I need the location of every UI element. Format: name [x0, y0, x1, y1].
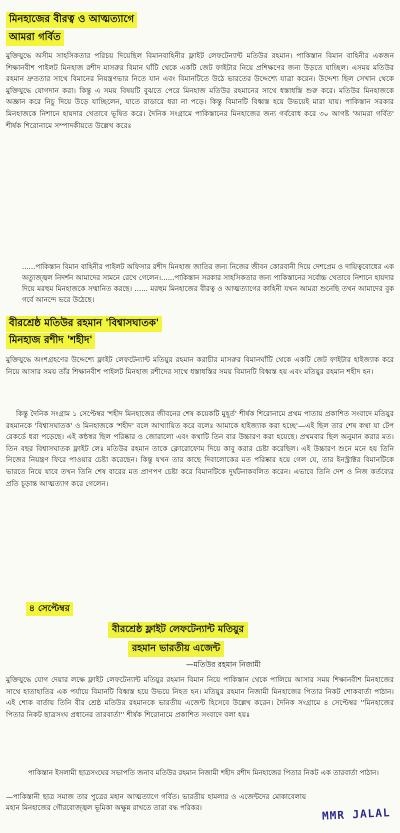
- section1-heading-line2: আমরা গর্বিত: [6, 30, 64, 46]
- author-signature: MMR JALAL: [321, 806, 391, 823]
- section1-heading-line1: মিনহাজের বীরত্ব ও আত্মত্যাগে: [6, 12, 137, 28]
- section2-paragraph2: কিন্তু দৈনিক সংগ্রাম ১ সেপ্টেম্বর 'শহীদ মিনহাজের জীবনের শেষ কয়েকটি মুহূর্ত' শীর্ষক শিরোনামে প্রথম পাতায় প্রকাশিত সংবাদে মতিয়ুর রহমানকে 'বিশ্বাসঘাতক' ও মিনহাজকে 'শহীদ' বলে আখ্যায়িত করে বলেঃ আমাকে হাইজ্যাক করা হচ্ছে'—এই ছিল তার শেষ কথা যা টেপ রেকর্ডে ধরা পড়েছে। এই কন্ঠস্বর ছিল পরিষ্কার ও জোরালো এবং কথাটি তিন বার উচ্চারণ করা হয়েছে। প্রথমবার ছিল অনুমান করার মত। তিন বছর বিশ্বাসঘাতক ফ্লাইট লেঃ মতিউর রহমান তাকে ক্লোরোফোম দিয়ে কাবু করার চেষ্টা করেছিল। এই উচ্চারণ শুনে মনে হয় তিনি নিজের নিয়ন্ত্রণ ফিরে পাওয়ার চেষ্টা করেছেন। কিন্তু যখন তার কাছে দিবালোকের মত পরিষ্কার হয়ে গেল যে, তার ইনস্ট্রাক্টর বিমানটিকে ভারতে নিয়ে যাবে তখন তিনি শেষ বারের মত প্রাণপণ চেষ্টা করে বিমানটিকে দুর্ঘটনাকবলিত করেন। এভাবে তিনি দেশ ও নিজ কর্তব্যের প্রতি চূড়ান্ত আত্মত্যাগ করে গেলেন।: [6, 409, 394, 488]
- section3-headline-line2: রহমান ভারতীয় এজেন্ট: [128, 641, 224, 657]
- section2-heading-line1: বীরশ্রেষ্ঠ মতিউর রহমান 'বিশ্বাসঘাতক': [6, 316, 162, 332]
- section2-heading-line2: মিনহাজ রশীদ 'শহীদ': [6, 333, 95, 349]
- section1-paragraph: মুক্তিযুদ্ধে অসীম সাহসিকতার পরিচয় দিয়েছিল বিমানবাহিনীর ফ্লাইট লেফটেন্যান্ট মতিউর রহমান। পাকিস্তান বিমান বাহিনীর একজন শিক্ষানবীশ পাইলট মিনহাজ রশীদ মাসরুর বিমান ঘাঁটি থেকে একটি জেট ফাইটার নিয়ে প্রশিক্ষণের জন্য উড়তে যাচ্ছিল। এসময় মতিউর রহমান দ্রুততার সাথে বিমানের নিয়ন্ত্রণভার নিতে যান এবং বিমানটিতে উঠে ভারতের উদ্দেশ্যে যাত্রা করেন। উদ্দেশ্য ছিল সেখান থেকে মুক্তিযুদ্ধে যোগদান করা। কিন্তু এ সময় বিষয়টি বুঝতে পেরে মিনহাজ মতিউর রহমানের সাথে ধস্তাধস্তি শুরু করে। মতিউর মিনহাজকে অজ্ঞান করে নিচু দিয়ে উড়ে যাচ্ছিলেন, যাতে রাডারে ধরা না পড়ে। কিন্তু বিমানটি বিধ্বস্ত হয়ে উভয়েই মারা যায়। পাকিস্তান সরকার মিনহাজকে নিশানে হায়দার খেতাবে ভূষিত করে। দৈনিক সংগ্রামে পাকিস্তানের মিনহাজের জন্য গর্ববোধ করে ৩০ আগষ্ট 'আমরা গর্বিত' শীর্ষক শিরোনামে সম্পাদকীয়তে উল্লেখ করেঃ: [6, 51, 394, 130]
- section3-quote1: পাকিস্তান ইসলামী ছাত্রসংঘের সভাপতি জনাব মতিউর রহমান নিজামী শহীদ রশীদ মিনহাজের পিতার নিকট এক তারবার্তা পাঠান।: [28, 769, 379, 777]
- section2-paragraph1: মুক্তিযুদ্ধে অংশগ্রহণের উদ্দেশ্যে ফ্লাইট লেফটেন্যান্ট মতিয়ুর রহমান করাচীর মাসরুর বিমানঘাঁটি থেকে একটি জেট ফাইটার হাইজ্যাক করে নিয়ে আসার সময় তাঁর শিক্ষানবীশ পাইলট মিনহাজ রশীদের সাথে ধস্তাধস্তির সময় বিমানটি বিধ্বস্ত হয় এবং মতিয়ুর রহমান শহীদ হন।: [6, 355, 394, 376]
- section3-byline: —মতিউর রহমান নিজামী: [186, 660, 261, 669]
- section3-paragraph: মুক্তিযুদ্ধে যোগ দেয়ার লক্ষে ফ্লাইট লেফটেন্যান্ট মতিয়ুর রহমান বিমান নিয়ে পাকিস্তান থেকে পালিয়ে আসার সময় শিক্ষানবীশ মিনহাজের সাথে হাতাহাতির এক পর্যায়ে বিমানটি বিধ্বস্ত হয়ে উভয়ে নিহত হন। মতিয়ুর রহমান নিজামী মিনহাজের পিতার নিকট শোকবার্তা পাঠান। এই শোক বার্তায় তিনি বীর শ্রেষ্ঠ মতিউর রহমানকে ভারতীয় এজেন্ট হিসেবে উল্লেখ করেন। দৈনিক সংগ্রামে ৪ সেপ্টেম্বর ''মিনহাজের পিতার নিকট ছাত্রসংঘ প্রধানের তারবার্তা'' শীর্ষক শিরোনামে প্রকাশিত সংবাদে বলা হয়ঃ: [6, 675, 394, 719]
- section3-headline-line1: বীরশ্রেষ্ঠ ফ্লাইট লেফটেন্যান্ট মতিয়ুর: [108, 622, 248, 638]
- section3-date-label: ৪ সেপ্টেম্বর: [26, 602, 73, 616]
- section1-quote: ......পাকিস্তান বিমান বাহিনীর পাইলট অফিসার রশীদ মিনহাজ জাতির জন্য নিজের জীবন কোরবানী দিয়ে দেশপ্রেম ও দায়িত্ববোধের এক অত্যুজ্জ্বল নিদর্শন আমাদের সামনে রেখে গেলেন।......পাকিস্তান সরকার সাহসিকতার জন্য পাকিস্তানের সর্বোচ্চ খেতাবে নিশানে হায়দার দিয়ে মরহুম মিনহাজকে সম্মানিত করছে। ...... মরহুম মিনহাজের বীরত্ব ও আত্মত্যাগের কাহিনী যখন আমরা শুনেছি তখন আমাদের বুক গর্বে আনন্দে ভরে উঠেছে।: [22, 263, 394, 304]
- section3-quote2: —পাকিস্তানী ছাত্র সমাজ তার পুত্রের মহান আত্মত্যাগে গর্বিত। ভারতীয় হামলার ও এজেন্টদের মোকাবেলায় মহান মিনহাজের গৌরবোজ্জ্বল ভূমিকা অক্ষুন্ন রাখতে তারা বদ্ধ পরিকর।: [6, 793, 306, 812]
